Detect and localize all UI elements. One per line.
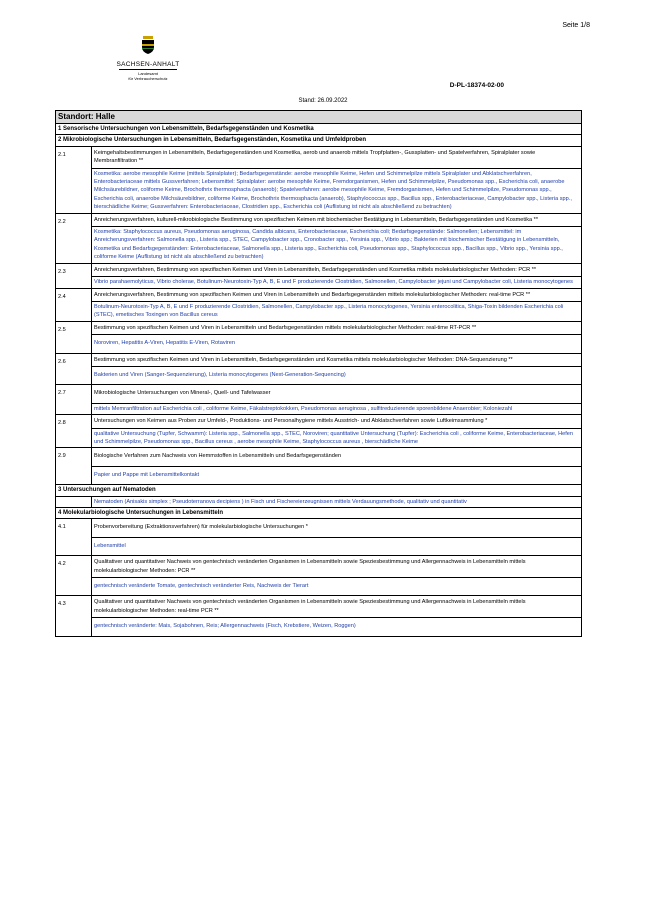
table-row xyxy=(56,335,582,353)
row-number: 4.2 xyxy=(56,556,92,596)
section-title: 4 Molekularbiologische Untersuchungen in Lebensmitteln xyxy=(56,508,582,519)
matrix-cell: Bakterien und Viren (Sanger-Sequenzierung), Listeria monocytogenes (Next-Generation-Sequencing) xyxy=(92,366,582,384)
row-number: 2.6 xyxy=(56,353,92,385)
method-cell: Qualitativer und quantitativer Nachweis von gentechnisch veränderten Organismen in Lebensmitteln sowie Speziesbestimmung und Allergennachweis in Lebensmitteln mittels molekularbiologischer Methoden: PCR ** xyxy=(92,556,582,578)
row-number: 2.4 xyxy=(56,288,92,321)
table-row xyxy=(56,596,582,618)
section-row xyxy=(56,135,582,146)
document-id: D-PL-18374-02-00 xyxy=(449,82,504,89)
matrix-cell: Kosmetika: aerobe mesophile Keime (mittels Spiralplater); Bedarfsgegenstände: aerobe mesophile Keime, Hefen und Schimmelpilze mittels Spiralplater und Abklatschverfahren, Enterobacteriaceae mittels Gussverfahren; Lebensmittel: Spiralplater: aerobe mesophile Keime, Fremdorganismen, Hefen und Schimmelpilze, Pseudomonas spp., Escherichia coli, anaerobe Milchsäurebildner, coliforme Keime, Brochothrix thermosphacta (anaerob); Spatelverfahren: aerobe mesophile Keime, Fremdorganismen, Hefen und Schimmelpilze, Pseudomonas spp., Escherichia coli, anaerobe Milchsäurebildner, coliforme Keime, Brochothrix thermosphacta (anaerob), Staphylococcus spp., Bacillus spp., Enterobacteriaceae, Campylobacter spp., Listeria spp., bierschädliche Keime; Gussverfahren: Enterobacteriaceae, Clostridien spp., Escherichia coli (Auflistung ist nicht als abschließend zu betrachten) xyxy=(92,168,582,213)
method-cell: Untersuchungen von Keimen aus Proben zur Umfeld-, Produktions- und Personalhygiene mittels Ausstrich- und Abklatschverfahren sowie Luftkeimsammlung * xyxy=(92,415,582,428)
table-row xyxy=(56,213,582,226)
section-row xyxy=(56,485,582,496)
table-row xyxy=(56,168,582,213)
section-row xyxy=(56,508,582,519)
table-row xyxy=(56,321,582,334)
row-number: 2.5 xyxy=(56,321,92,353)
matrix-cell: gentechnisch veränderte: Mais, Sojabohnen, Reis; Allergennachweis (Fisch, Krebstiere, Weizen, Roggen) xyxy=(92,618,582,636)
table-row xyxy=(56,578,582,596)
table-row xyxy=(56,403,582,414)
table-row xyxy=(56,263,582,276)
document-date: Stand: 26.09.2022 xyxy=(298,98,348,104)
table-row xyxy=(56,301,582,321)
matrix-cell: qualitative Untersuchung (Tupfer, Schwamm): Listeria spp., Salmonella spp., STEC, Noroviren; quantitative Untersuchung (Tupfer): Escherichia coli , coliforme Keime, Enterobacteriaceae, Hefen und Schimmelpilze, Pseudomonas spp., Bacillus cereus , aerobe mesophile Keime, Staphylococcus aureus , bierschädliche Keime xyxy=(92,428,582,448)
table-row xyxy=(56,415,582,428)
matrix-cell: Papier und Pappe mit Lebensmittelkontakt xyxy=(92,466,582,484)
method-cell: Probenvorbereitung (Extraktionsverfahren) für molekularbiologische Untersuchungen * xyxy=(92,519,582,537)
row-number: 2.2 xyxy=(56,213,92,263)
table-row xyxy=(56,556,582,578)
table-row xyxy=(56,428,582,448)
table-row xyxy=(56,227,582,264)
table-row xyxy=(56,466,582,484)
table-row xyxy=(56,353,582,366)
row-number: 2.8 xyxy=(56,415,92,448)
method-cell: Qualitativer und quantitativer Nachweis von gentechnisch veränderten Organismen in Lebensmitteln sowie Speziesbestimmung und Allergennachweis in Lebensmitteln mittels molekularbiologischer Methoden: real-time PCR ** xyxy=(92,596,582,618)
matrix-cell: mittels Memranfiltration auf Escherichia coli , coliforme Keime, Fäkalstreptokokken, Pseudomonas aeruginosa , sulfitreduzierende sporenbildene Anaerobier; Koloniezahl xyxy=(92,403,582,414)
logo-state-name: SACHSEN-ANHALT xyxy=(116,61,180,68)
section-row xyxy=(56,124,582,135)
table-row xyxy=(56,496,582,507)
method-cell: Keimgehaltsbestimmungen in Lebensmitteln, Bedarfsgegenständen und Kosmetika, aerob und anaerob mittels Tropfplatten-, Gussplatten- und Spatelverfahren, Spiralplater sowie Membranfiltration ** xyxy=(92,146,582,168)
standort-label: Standort: Halle xyxy=(56,111,582,124)
row-number: 2.3 xyxy=(56,263,92,288)
logo-divider xyxy=(119,69,177,70)
standort-row xyxy=(56,111,582,124)
logo xyxy=(108,36,188,81)
matrix-cell: Nematoden (Anisakis simplex ; Pseudoterranova decipiens ) in Fisch und Fischereierzeugnissen mittels Verdauungsmethode, qualitativ und quantitativ xyxy=(92,496,582,507)
row-number: 4.3 xyxy=(56,596,92,636)
method-cell: Anreicherungsverfahren, Bestimmung von spezifischen Keimen und Viren in Lebensmitteln, Bedarfsgegenständen und Kosmetika mittels molekularbiologischer Methoden: PCR ** xyxy=(92,263,582,276)
method-cell: Bestimmung von spezifischen Keimen und Viren in Lebensmitteln, Bedarfsgegenständen und Kosmetika mittels molekularbiologischer Methoden: DNA-Sequenzierung ** xyxy=(92,353,582,366)
section-title: 3 Untersuchungen auf Nematoden xyxy=(56,485,582,496)
logo-office-line1: Landesamt xyxy=(138,71,158,76)
row-number: 2.1 xyxy=(56,146,92,213)
row-number: 2.9 xyxy=(56,448,92,485)
method-cell: Mikrobiologische Untersuchungen von Mineral-, Quell- und Tafelwasser xyxy=(92,385,582,403)
table-row xyxy=(56,385,582,403)
table-row xyxy=(56,366,582,384)
logo-office-line2: für Verbraucherschutz xyxy=(128,76,168,81)
page-number: Seite 1/8 xyxy=(562,22,590,29)
method-cell: Anreicherungsverfahren, kulturell-mikrobiologische Bestimmung von spezifischen Keimen mit biochemischer Bestätigung in Lebensmitteln, Bedarfsgegenständen und Kosmetika ** xyxy=(92,213,582,226)
table-row xyxy=(56,146,582,168)
row-number: 2.7 xyxy=(56,385,92,415)
method-cell: Biologische Verfahren zum Nachweis von Hemmstoffen in Lebensmitteln und Bedarfsgegenständen xyxy=(92,448,582,466)
matrix-cell: Noroviren, Hepatitis A-Viren, Hepatitis E-Viren, Rotaviren xyxy=(92,335,582,353)
accreditation-table xyxy=(55,110,582,637)
table-row xyxy=(56,277,582,288)
matrix-cell: Botulinum-Neurotoxin-Typ A, B, E und F produzierende Clostridien, Salmonellen, Campylobacter spp., Listeria monocytogenes, Yersinia enterocolitica, Shiga-Toxin bildenden Escherichia coli (STEC), emetisches Toxingen von Bacillus cereus xyxy=(92,301,582,321)
row-number xyxy=(56,496,92,507)
table-row xyxy=(56,288,582,301)
coat-of-arms-icon xyxy=(141,36,155,54)
section-title: 2 Mikrobiologische Untersuchungen in Lebensmitteln, Bedarfsgegenständen, Kosmetika und Umfeldproben xyxy=(56,135,582,146)
table-row xyxy=(56,618,582,636)
method-cell: Anreicherungsverfahren, Bestimmung von spezifischen Keimen und Viren in Lebensmitteln und Bedarfsgegenständen mittels molekularbiologischer Methoden: real-time PCR ** xyxy=(92,288,582,301)
row-number: 4.1 xyxy=(56,519,92,556)
table-row xyxy=(56,519,582,537)
table-row xyxy=(56,448,582,466)
section-title: 1 Sensorische Untersuchungen von Lebensmitteln, Bedarfsgegenständen und Kosmetika xyxy=(56,124,582,135)
matrix-cell: Kosmetika: Staphylococcus aureus, Pseudomonas aeruginosa, Candida albicans, Enterobacteriaceae, Escherichia coli; Bedarfsgegenstände: Salmonellen; Lebensmittel: im Anreicherungsverfahren: Salmonella spp., Listeria spp., STEC, Campylobacter spp., Cronobacter spp., Yersinia spp., Vibrio spp.; Bakterien mit biochemischer Bestätigung in Lebensmitteln, Kosmetika und Bedarfsgegenständen: Enterobacteriaceae, Salmonella spp., Listeria spp., Escherichia coli, Pseudomonas spp., Staphylococcus spp., Bacillus spp., Vibrio spp., Yersinia spp., coliforme Keime (Auflistung ist nicht als abschließend zu betrachten) xyxy=(92,227,582,264)
table-row xyxy=(56,537,582,555)
matrix-cell: gentechnisch veränderte Tomate, gentechnisch veränderter Reis, Nachweis der Tierart xyxy=(92,578,582,596)
matrix-cell: Lebensmittel xyxy=(92,537,582,555)
method-cell: Bestimmung von spezifischen Keimen und Viren in Lebensmitteln und Bedarfsgegenständen mittels molekularbiologischer Methoden: real-time RT-PCR ** xyxy=(92,321,582,334)
matrix-cell: Vibrio parahaemolyticus, Vibrio cholerae, Botulinum-Neurotoxin-Typ A, B, E und F produzierende Clostridien, Salmonellen, Campylobacter jejuni und Campylobacter coli, Listeria monocytogenes xyxy=(92,277,582,288)
